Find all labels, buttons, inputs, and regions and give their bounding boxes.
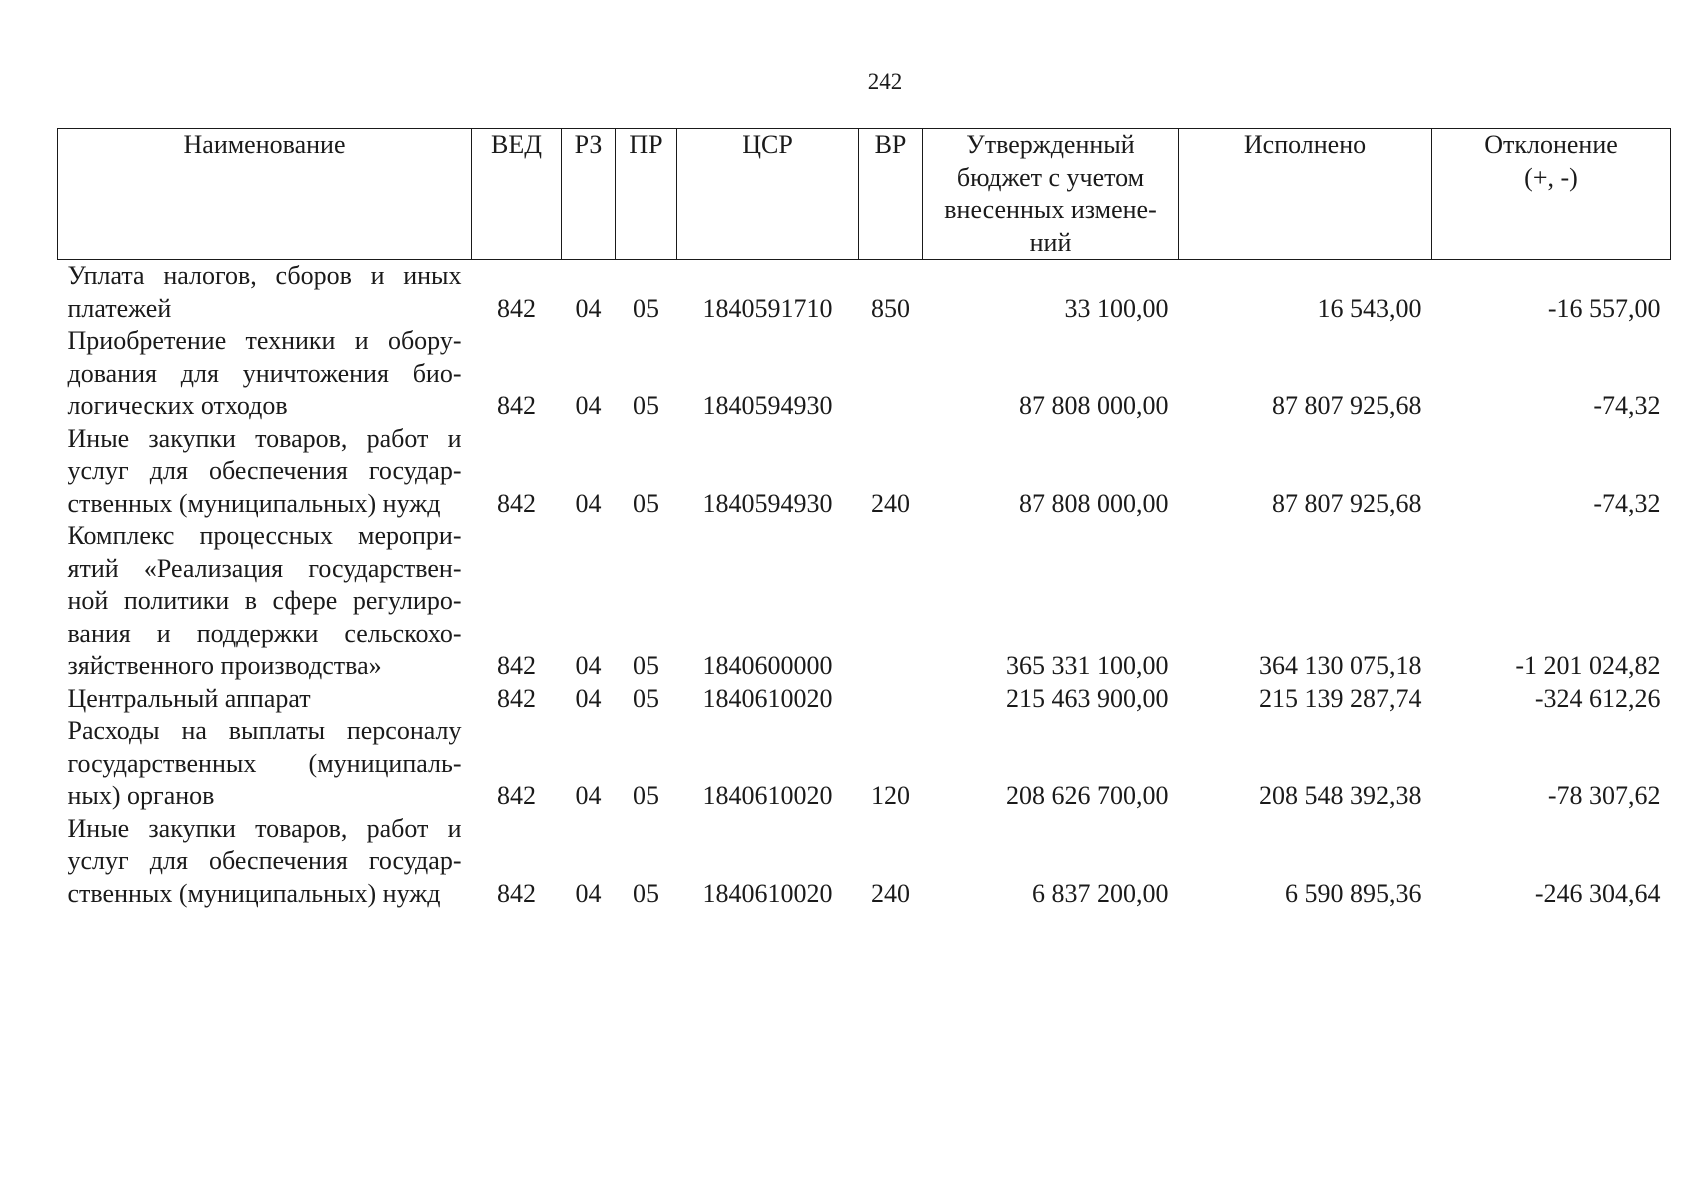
row-executed: 364 130 075,18 xyxy=(1259,651,1422,680)
row-ved: 842 xyxy=(497,391,536,420)
row-pr: 05 xyxy=(633,651,659,680)
table-row xyxy=(58,683,1671,716)
row-vr: 240 xyxy=(871,878,910,908)
table-row xyxy=(58,260,1671,326)
row-pr: 05 xyxy=(633,781,659,810)
row-pr: 05 xyxy=(633,293,659,323)
row-approved: 33 100,00 xyxy=(1064,293,1169,323)
table-row xyxy=(58,325,1671,423)
row-pr: 05 xyxy=(633,878,659,908)
header-ved: ВЕД xyxy=(472,129,562,260)
row-name: Центральный аппарат xyxy=(67,683,311,713)
row-rz: 04 xyxy=(575,293,602,323)
row-deviation: -78 307,62 xyxy=(1547,781,1661,810)
row-name: Иные закупки товаров, работ и услуг для обеспечения государ-ственных (муниципальных) нужд xyxy=(67,423,462,518)
row-approved: 208 626 700,00 xyxy=(1006,781,1169,810)
row-rz: 04 xyxy=(575,781,602,810)
row-approved: 87 808 000,00 xyxy=(1019,391,1169,420)
row-deviation: -74,32 xyxy=(1593,488,1661,518)
row-executed: 208 548 392,38 xyxy=(1259,781,1422,810)
row-ved: 842 xyxy=(497,683,536,713)
row-csr: 1840610020 xyxy=(702,781,833,810)
row-name: Иные закупки товаров, работ и услуг для обеспечения государ-ственных (муниципальных) нужд xyxy=(67,813,462,908)
table-row xyxy=(58,715,1671,813)
row-pr: 05 xyxy=(633,683,659,713)
row-approved: 365 331 100,00 xyxy=(1006,651,1169,680)
header-deviation: Отклонение (+, -) xyxy=(1432,129,1671,260)
row-name: Уплата налогов, сборов и иных платежей xyxy=(67,261,462,323)
row-executed: 215 139 287,74 xyxy=(1259,683,1422,713)
row-deviation: -1 201 024,82 xyxy=(1515,651,1661,680)
row-name: Расходы на выплаты персоналу государственных (муниципаль-ных) органов xyxy=(67,716,462,810)
row-csr: 1840591710 xyxy=(702,293,833,323)
header-approved: Утвержденный бюджет с учетом внесенных измене-ний xyxy=(923,129,1179,260)
row-executed: 87 807 925,68 xyxy=(1272,391,1422,420)
row-approved: 87 808 000,00 xyxy=(1019,488,1169,518)
row-approved: 6 837 200,00 xyxy=(1032,878,1169,908)
row-approved: 215 463 900,00 xyxy=(1006,683,1169,713)
row-vr: 240 xyxy=(871,488,910,518)
table-header xyxy=(58,129,1671,260)
header-rz: РЗ xyxy=(562,129,616,260)
table-row xyxy=(58,813,1671,911)
header-vr: ВР xyxy=(859,129,923,260)
header-name: Наименование xyxy=(58,129,472,260)
row-rz: 04 xyxy=(575,878,602,908)
row-csr: 1840610020 xyxy=(702,683,833,713)
row-ved: 842 xyxy=(497,293,536,323)
row-rz: 04 xyxy=(575,488,602,518)
header-csr: ЦСР xyxy=(677,129,859,260)
row-ved: 842 xyxy=(497,781,536,810)
row-name: Комплекс процессных меропри-ятий «Реализация государствен-ной политики в сфере регулиро-вания и поддержки сельскохо-зяйственного производства» xyxy=(67,521,462,680)
row-csr: 1840610020 xyxy=(702,878,833,908)
header-pr: ПР xyxy=(616,129,677,260)
budget-table xyxy=(57,128,1671,910)
row-vr: 850 xyxy=(871,293,910,323)
row-csr: 1840600000 xyxy=(702,651,833,680)
row-rz: 04 xyxy=(575,651,602,680)
row-vr xyxy=(859,520,923,683)
row-rz: 04 xyxy=(575,683,602,713)
row-rz: 04 xyxy=(575,391,602,420)
row-deviation: -74,32 xyxy=(1593,391,1661,420)
table-row xyxy=(58,423,1671,521)
row-deviation: -16 557,00 xyxy=(1547,293,1661,323)
row-vr: 120 xyxy=(871,781,910,810)
table-row xyxy=(58,520,1671,683)
row-ved: 842 xyxy=(497,878,536,908)
row-executed: 87 807 925,68 xyxy=(1272,488,1422,518)
row-ved: 842 xyxy=(497,651,536,680)
row-ved: 842 xyxy=(497,488,536,518)
row-executed: 16 543,00 xyxy=(1317,293,1422,323)
row-csr: 1840594930 xyxy=(702,391,833,420)
row-pr: 05 xyxy=(633,488,659,518)
page-number: 242 xyxy=(867,69,903,94)
row-vr xyxy=(859,683,923,716)
row-csr: 1840594930 xyxy=(702,488,833,518)
row-vr xyxy=(859,325,923,423)
row-deviation: -324 612,26 xyxy=(1534,683,1661,713)
row-executed: 6 590 895,36 xyxy=(1285,878,1422,908)
table-body xyxy=(58,260,1671,911)
header-executed: Исполнено xyxy=(1179,129,1432,260)
row-name: Приобретение техники и обору-дования для уничтожения био-логических отходов xyxy=(67,326,462,420)
row-deviation: -246 304,64 xyxy=(1534,878,1661,908)
row-pr: 05 xyxy=(633,391,659,420)
